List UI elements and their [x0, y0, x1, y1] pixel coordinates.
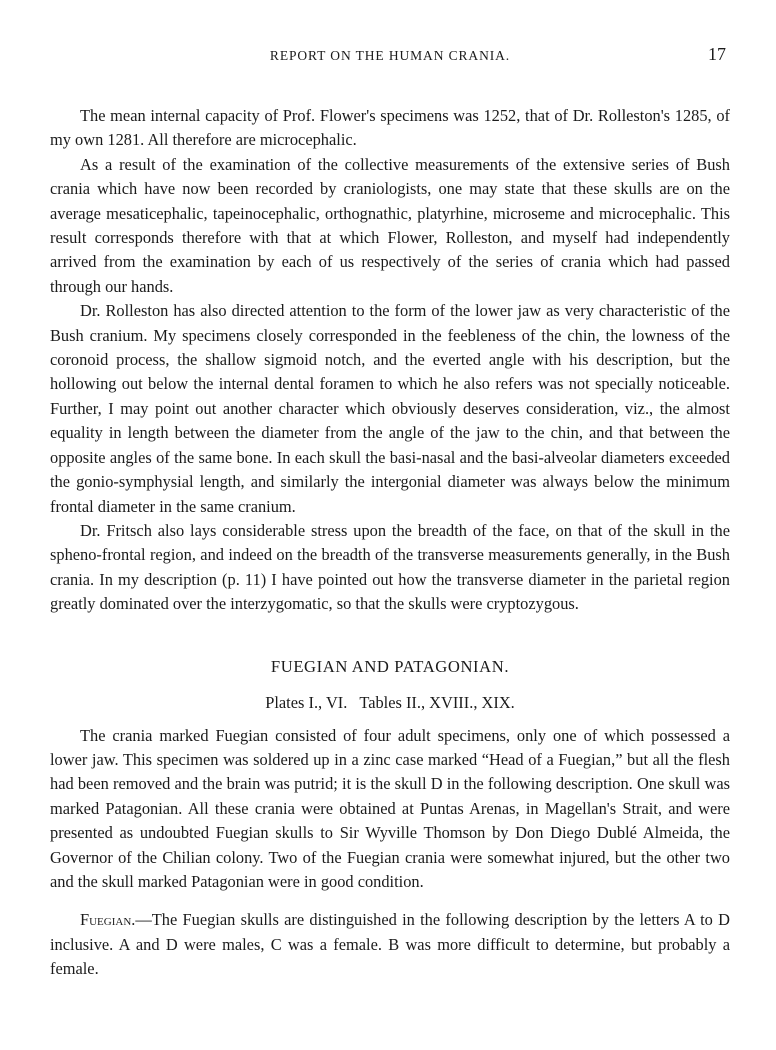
section-subheading: Plates I., VI. Tables II., XVIII., XIX.: [265, 692, 515, 712]
fuegian-label: Fuegian.: [80, 910, 136, 930]
paragraph-fuegian-crania: The crania marked Fuegian consisted of four adult specimens, only one of which possessed a lower jaw. This specimen was soldered up in a zinc case marked “Head of a Fuegian,” but all the flesh had been removed and the brain was putrid; it is the skull D in the following description. One skull was marked Patagonian. All these crania were obtained at Puntas Arenas, in Magellan's Strait, and were presented as undoubted Fuegian skulls to Sir Wyville Thomson by Don Diego Dublé Almeida, the Governor of the Chilian colony. Two of the Fuegian crania were somewhat injured, but the other two and the skull marked Patagonian were in good condition.: [50, 725, 730, 891]
paragraph-fuegian-skulls: [50, 908, 730, 981]
paragraph-lower-jaw: Dr. Rolleston has also directed attention to the form of the lower jaw as very characteristic of the Bush cranium. My specimens closely corresponded in the feebleness of the chin, the lowness of the coronoid process, the shallow sigmoid notch, and the everted angle with his description, but the hollowing out below the internal dental foramen to which he also refers was not specially noticeable. Further, I may point out another character which obviously deserves consideration, viz., the almost equality in length between the diameter from the angle of the jaw to the chin, and that between the opposite angles of the same bone. In each skull the basi-nasal and the basi-alveolar diameters exceeded the gonio-symphysial length, and similarly the intergonial diameter was always below the minimum frontal diameter in the same cranium.: [50, 301, 730, 516]
paragraph-capacity: The mean internal capacity of Prof. Flower's specimens was 1252, that of Dr. Rolleston's 1285, of my own 1281. All therefore are microcephalic.: [50, 106, 730, 150]
fuegian-text: —The Fuegian skulls are distinguished in the following description by the letters A to D inclusive. A and D were males, C was a female. B was more difficult to determine, but probably a female.: [50, 910, 730, 979]
running-title: REPORT ON THE HUMAN CRANIA.: [269, 48, 511, 63]
running-head: [50, 44, 730, 74]
paragraph-fritsch: Dr. Fritsch also lays considerable stress upon the breadth of the face, on that of the skull in the spheno-frontal region, and indeed on the breadth of the transverse measurements generally, in the Bush crania. In my description (p. 11) I have pointed out how the transverse diameter in the parietal region greatly dominated over the interzygomatic, so that the skulls were cryptozygous.: [50, 520, 730, 614]
section-heading: FUEGIAN AND PATAGONIAN.: [270, 656, 510, 676]
page-number: 17: [708, 44, 726, 64]
paragraph-collective-result: As a result of the examination of the collective measurements of the extensive series of Bush crania which have now been recorded by craniologists, one may state that these skulls are on the average mesaticephalic, tapeinocephalic, orthognathic, platyrhine, microseme and microcephalic. This result corresponds therefore with that at which Flower, Rolleston, and myself had independently arrived from the examination by each of us respectively of the series of crania which had passed through our hands.: [50, 154, 730, 296]
